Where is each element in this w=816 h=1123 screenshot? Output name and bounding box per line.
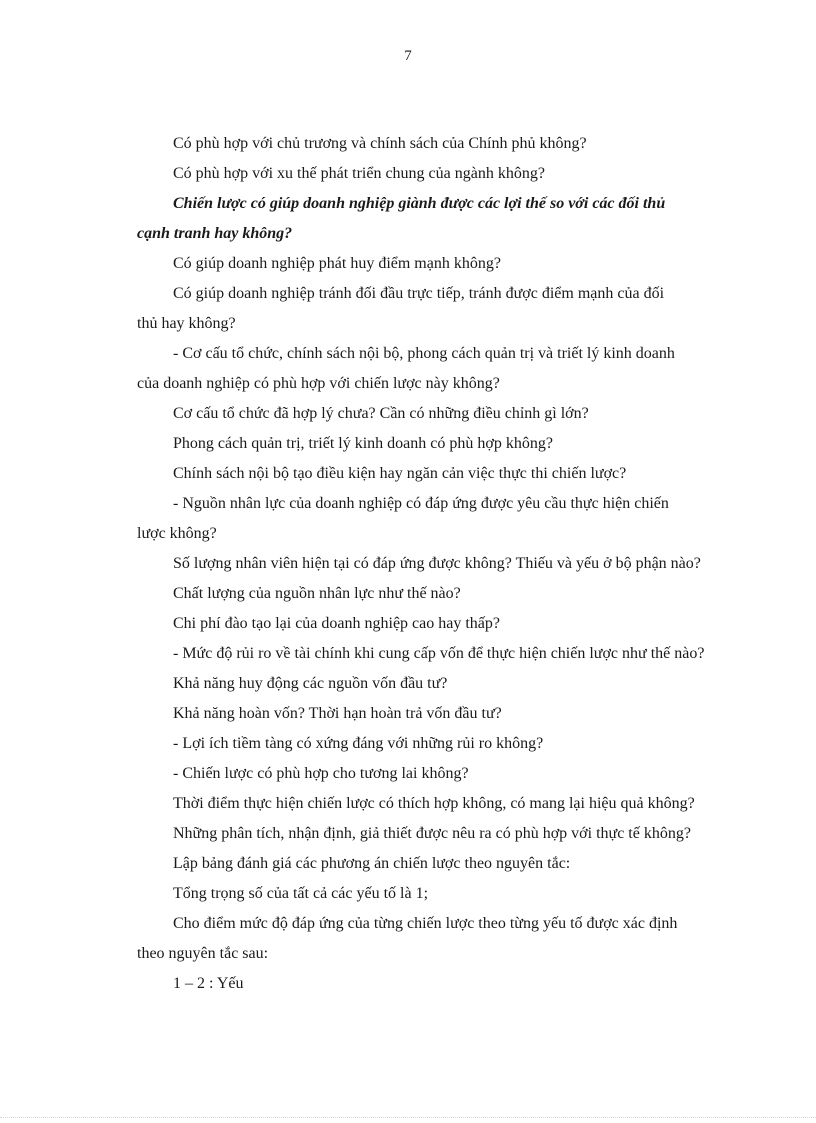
- text-line: Chất lượng của nguồn nhân lực như thế nào?: [173, 585, 461, 602]
- text-line: Cho điểm mức độ đáp ứng của từng chiến lược theo từng yếu tố được xác định: [173, 915, 678, 932]
- heading-line: Chiến lược có giúp doanh nghiệp giành được các lợi thế so với các đối thủ: [173, 195, 666, 212]
- text-line: Những phân tích, nhận định, giả thiết được nêu ra có phù hợp với thực tế không?: [173, 825, 691, 842]
- document-body: [137, 129, 741, 999]
- text-line: Số lượng nhân viên hiện tại có đáp ứng được không? Thiếu và yếu ở bộ phận nào?: [173, 555, 701, 572]
- text-line: - Cơ cấu tổ chức, chính sách nội bộ, phong cách quản trị và triết lý kinh doanh: [173, 345, 675, 362]
- page-number: 7: [404, 48, 412, 64]
- text-line: của doanh nghiệp có phù hợp với chiến lược này không?: [137, 375, 500, 392]
- text-line: Lập bảng đánh giá các phương án chiến lược theo nguyên tắc:: [173, 855, 571, 872]
- text-line: Tổng trọng số của tất cả các yếu tố là 1;: [173, 885, 429, 902]
- text-line: Khả năng hoàn vốn? Thời hạn hoàn trả vốn đầu tư?: [173, 705, 502, 722]
- text-line: - Mức độ rủi ro về tài chính khi cung cấp vốn để thực hiện chiến lược như thế nào?: [173, 645, 705, 662]
- text-line: Có giúp doanh nghiệp tránh đối đầu trực tiếp, tránh được điểm mạnh của đối: [173, 285, 665, 302]
- text-line: lược không?: [137, 525, 217, 542]
- text-line: Chi phí đào tạo lại của doanh nghiệp cao hay thấp?: [173, 615, 501, 632]
- text-line: Có giúp doanh nghiệp phát huy điểm mạnh không?: [173, 255, 501, 272]
- text-line: Phong cách quản trị, triết lý kinh doanh có phù hợp không?: [173, 435, 553, 452]
- text-line: thủ hay không?: [137, 315, 236, 332]
- text-line: - Chiến lược có phù hợp cho tương lai không?: [173, 765, 469, 782]
- text-line: Khả năng huy động các nguồn vốn đầu tư?: [173, 675, 448, 692]
- text-line: Chính sách nội bộ tạo điều kiện hay ngăn cản việc thực thi chiến lược?: [173, 465, 627, 482]
- text-line: Có phù hợp với xu thế phát triển chung của ngành không?: [173, 165, 545, 182]
- heading-line: cạnh tranh hay không?: [137, 225, 293, 242]
- text-line: - Lợi ích tiềm tàng có xứng đáng với những rủi ro không?: [173, 735, 544, 752]
- text-line: Cơ cấu tổ chức đã hợp lý chưa? Cần có những điều chỉnh gì lớn?: [173, 405, 589, 422]
- text-line: Thời điểm thực hiện chiến lược có thích hợp không, có mang lại hiệu quả không?: [173, 795, 695, 812]
- text-line: Có phù hợp với chủ trương và chính sách của Chính phủ không?: [173, 135, 587, 152]
- text-line: 1 – 2 : Yếu: [173, 975, 244, 992]
- page-bottom-divider: [0, 1117, 816, 1118]
- text-line: - Nguồn nhân lực của doanh nghiệp có đáp ứng được yêu cầu thực hiện chiến: [173, 495, 669, 512]
- text-line: theo nguyên tắc sau:: [137, 945, 269, 962]
